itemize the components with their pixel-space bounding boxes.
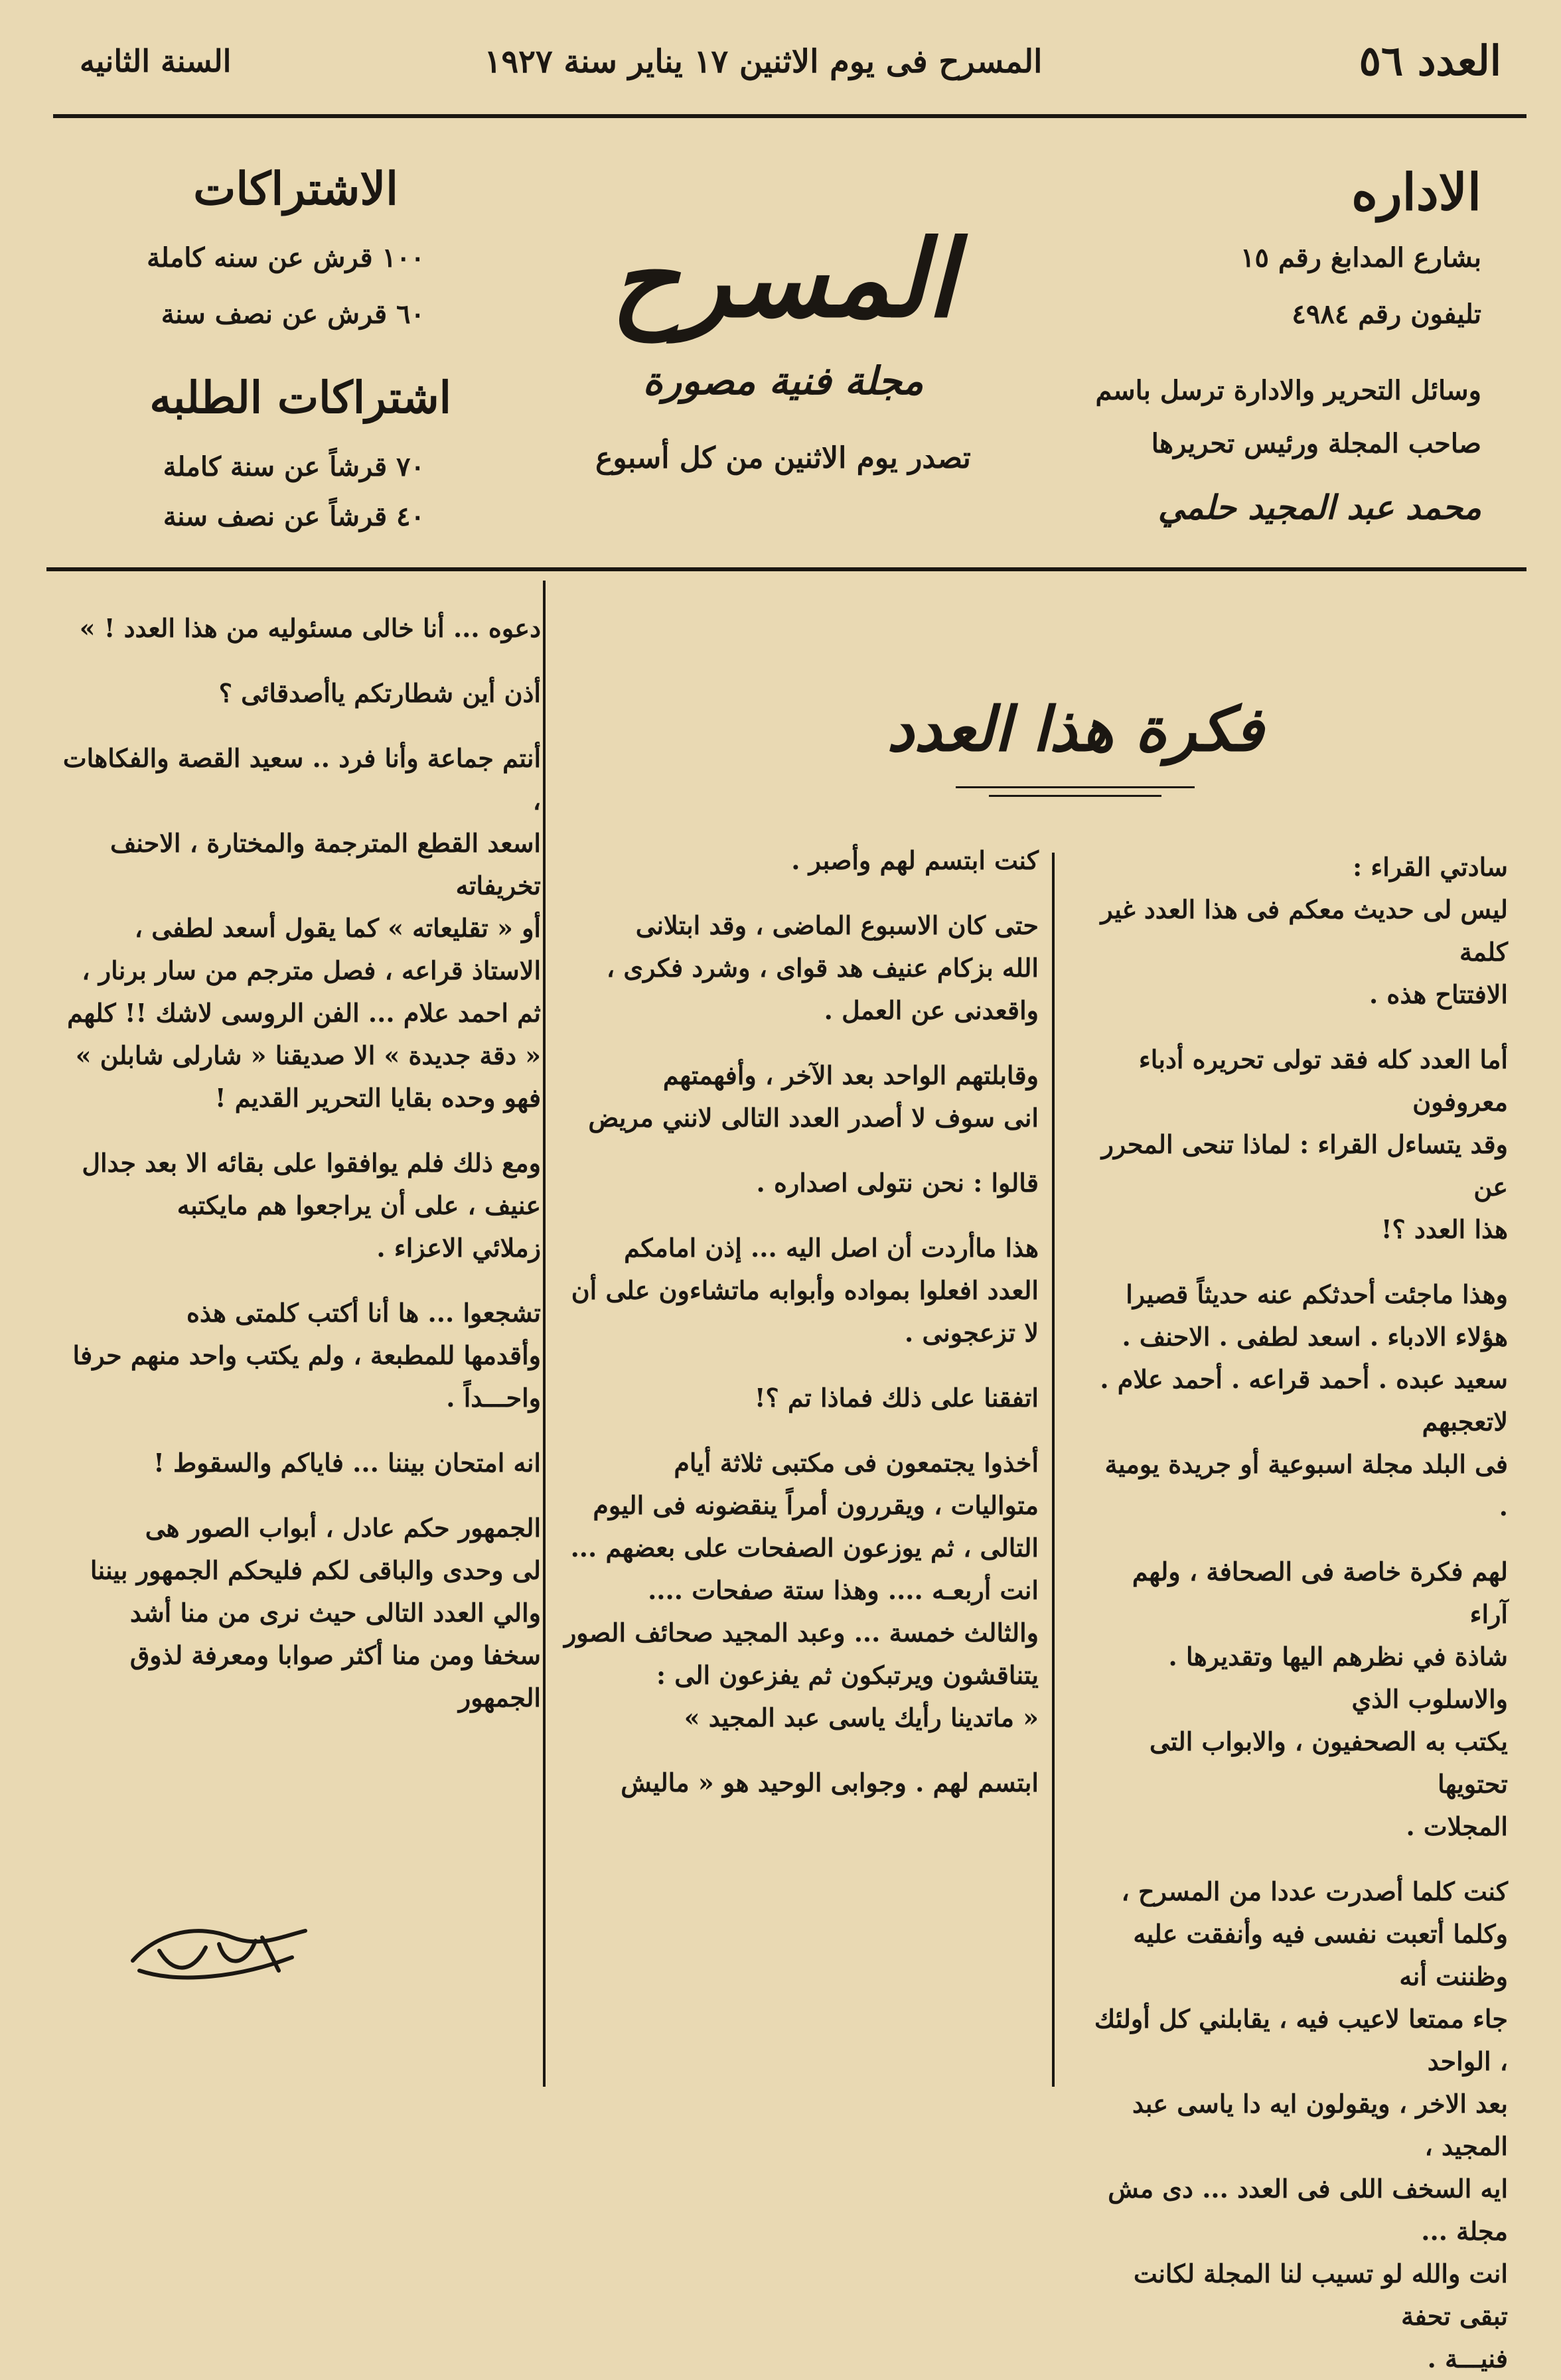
paragraph-line: انت والله لو تسيب لنا المجلة لكانت تبقى تحفة bbox=[1134, 2259, 1508, 2331]
article-column-middle bbox=[561, 839, 1039, 1804]
administration-title: الاداره bbox=[1351, 163, 1481, 222]
paragraph-line: التالى ، ثم يوزعون الصفحات على بعضهم ... bbox=[570, 1533, 1039, 1563]
magazine-title: المسرح bbox=[611, 216, 956, 341]
paragraph-line: ثم احمد علام ... الفن الروسى لاشك !! كلهم bbox=[67, 998, 541, 1028]
masthead-rule bbox=[46, 567, 1526, 571]
paragraph-line: دعوه ... أنا خالى مسئوليه من هذا العدد ! » bbox=[79, 613, 541, 643]
subscription-annual: ١٠٠ قرش عن سنه كاملة bbox=[147, 242, 425, 273]
paragraph-line: واقعدنى عن العمل . bbox=[824, 995, 1039, 1025]
paragraph-line: كنت ابتسم لهم وأصبر . bbox=[791, 845, 1039, 875]
paragraph-line: يتناقشون ويرتبكون ثم يفزعون الى : bbox=[656, 1660, 1039, 1690]
paragraph-line: قالوا : نحن نتولى اصداره . bbox=[756, 1168, 1039, 1198]
paragraph-line: واحـــداً . bbox=[446, 1383, 541, 1413]
administration-phone: تليفون رقم ٤٩٨٤ bbox=[1292, 299, 1481, 330]
paragraph-line: ومع ذلك فلم يوافقوا على بقائه الا بعد جدال bbox=[82, 1148, 541, 1178]
paragraph-line: انت أربعـه .... وهذا ستة صفحات .... bbox=[648, 1575, 1039, 1605]
publication-schedule: تصدر يوم الاثنين من كل أسبوع bbox=[595, 441, 971, 475]
paragraph-line: هذا العدد ؟! bbox=[1380, 1214, 1508, 1244]
paragraph-line: أما العدد كله فقد تولى تحريره أدباء معروفون bbox=[1138, 1044, 1508, 1117]
article-headline: فكرة هذا العدد bbox=[887, 693, 1264, 765]
paragraph-line: أخذوا يجتمعون فى مكتبى ثلاثة أيام bbox=[674, 1448, 1039, 1478]
paragraph-line: « ماتدينا رأيك ياسى عبد المجيد » bbox=[684, 1703, 1039, 1732]
publication-year: السنة الثانيه bbox=[80, 43, 232, 79]
header-rule bbox=[53, 114, 1526, 118]
paragraph-line: تشجعوا ... ها أنا أكتب كلمتى هذه bbox=[186, 1298, 541, 1328]
paragraph-line: أنتم جماعة وأنا فرد .. سعيد القصة والفكاهات ، bbox=[62, 743, 541, 815]
paragraph-line: والي العدد التالى حيث نرى من منا أشد bbox=[129, 1598, 541, 1628]
paragraph-line: كنت كلما أصدرت عددا من المسرح ، bbox=[1121, 1876, 1508, 1906]
paragraph-line: الجمهور حكم عادل ، أبواب الصور هى bbox=[145, 1513, 541, 1543]
administration-owner: صاحب المجلة ورئيس تحريرها bbox=[1151, 428, 1481, 459]
paragraph-line: اسعد القطع المترجمة والمختارة ، الاحنف تخريفاته bbox=[110, 828, 541, 900]
paragraph-line: وأقدمها للمطبعة ، ولم يكتب واحد منهم حرفا bbox=[72, 1340, 541, 1370]
headline-rule-1 bbox=[956, 786, 1195, 788]
paragraph-line: شاذة في نظرهم اليها وتقديرها . والاسلوب الذي bbox=[1168, 1642, 1508, 1714]
paragraph-line: سخفا ومن منا أكثر صوابا ومعرفة لذوق الجمهور bbox=[129, 1640, 541, 1713]
administration-address: بشارع المدابغ رقم ١٥ bbox=[1240, 242, 1481, 273]
paragraph-line: جاء ممتعا لاعيب فيه ، يقابلني كل أولئك ، الواحد bbox=[1094, 2004, 1508, 2076]
paragraph-line: اتفقنا على ذلك فماذا تم ؟! bbox=[754, 1383, 1039, 1413]
subscription-half: ٦٠ قرش عن نصف سنة bbox=[161, 299, 425, 330]
paragraph-line: وهذا ماجئت أحدثكم عنه حديثاً قصيرا bbox=[1126, 1279, 1508, 1309]
paragraph-line: أو « تقليعاته » كما يقول أسعد لطفى ، bbox=[134, 913, 541, 943]
paragraph-line: لا تزعجونى . bbox=[905, 1318, 1039, 1348]
handwritten-signature bbox=[119, 1911, 319, 1997]
paragraph-line: سادتي القراء : bbox=[1353, 852, 1508, 882]
editor-name: محمد عبد المجيد حلمي bbox=[1157, 488, 1481, 527]
paragraph-line: لى وحدى والباقى لكم فليحكم الجمهور بيننا bbox=[90, 1555, 541, 1585]
paragraph-line: يكتب به الصحفيون ، والابواب التى تحتويها bbox=[1150, 1726, 1508, 1799]
paragraph-line: وقد يتساءل القراء : لماذا تنحى المحرر عن bbox=[1101, 1129, 1508, 1202]
paragraph-line: انه امتحان بيننا ... فاياكم والسقوط ! bbox=[153, 1448, 541, 1478]
paragraph-line: ابتسم لهم . وجوابى الوحيد هو « ماليش bbox=[621, 1768, 1039, 1797]
paragraph-line: حتى كان الاسبوع الماضى ، وقد ابتلانى bbox=[635, 910, 1039, 940]
paragraph-line: لهم فكرة خاصة فى الصحافة ، ولهم آراء bbox=[1132, 1557, 1508, 1629]
students-subscription-annual: ٧٠ قرشاً عن سنة كاملة bbox=[163, 451, 425, 482]
paragraph-line: زملائي الاعزاء . bbox=[376, 1233, 541, 1263]
paragraph-line: الاستاذ قراعه ، فصل مترجم من سار برنار ، bbox=[82, 955, 541, 985]
paragraph-line: فهو وحده بقايا التحرير القديم ! bbox=[214, 1083, 541, 1113]
paragraph-line: فى البلد مجلة اسبوعية أو جريدة يومية . bbox=[1104, 1449, 1508, 1521]
column-divider-right bbox=[1052, 853, 1055, 2087]
paragraph-line: ليس لى حديث معكم فى هذا العدد غير كلمة bbox=[1100, 894, 1508, 967]
article-column-right bbox=[1093, 846, 1508, 2380]
students-subscription-half: ٤٠ قرشاً عن نصف سنة bbox=[163, 501, 425, 532]
paragraph-line: هؤلاء الادباء . اسعد لطفى . الاحنف . bbox=[1122, 1322, 1508, 1352]
paragraph-line: فنيـــة . bbox=[1427, 2344, 1508, 2373]
paragraph-line: الافتتاح هذه . bbox=[1369, 979, 1508, 1009]
students-subscriptions-title: اشتراكات الطلبه bbox=[149, 372, 451, 423]
issue-date: المسرح فى يوم الاثنين ١٧ يناير سنة ١٩٢٧ bbox=[484, 43, 1043, 80]
article-column-left bbox=[53, 607, 541, 1719]
administration-correspondence: وسائل التحرير والادارة ترسل باسم bbox=[1095, 375, 1481, 406]
paragraph-line: هذا ماأردت أن اصل اليه ... إذن امامكم bbox=[624, 1233, 1039, 1263]
paragraph-line: سعيد عبده . أحمد قراعه . أحمد علام . لاتعجبهم bbox=[1100, 1364, 1508, 1436]
paragraph-line: انى سوف لا أصدر العدد التالى لانني مريض bbox=[588, 1103, 1039, 1133]
paragraph-line: العدد افعلوا بمواده وأبوابه ماتشاءون على أن bbox=[571, 1275, 1039, 1305]
issue-number: العدد ٥٦ bbox=[1359, 36, 1501, 85]
paragraph-line: الله بزكام عنيف هد قواى ، وشرد فكرى ، bbox=[606, 953, 1039, 983]
paragraph-line: ايه السخف اللى فى العدد ... دى مش مجلة ... bbox=[1108, 2174, 1508, 2246]
paragraph-line: والثالث خمسة ... وعبد المجيد صحائف الصور bbox=[563, 1618, 1039, 1647]
paragraph-line: المجلات . bbox=[1406, 1811, 1508, 1841]
paragraph-line: « دقة جديدة » الا صديقنا « شارلى شابلن » bbox=[75, 1040, 541, 1070]
paragraph-line: بعد الاخر ، ويقولون ايه دا ياسى عبد المجيد ، bbox=[1132, 2089, 1508, 2161]
headline-rule-2 bbox=[989, 795, 1161, 797]
paragraph-line: متواليات ، ويقررون أمراً ينقضونه فى اليوم bbox=[593, 1490, 1039, 1520]
magazine-subtitle: مجلة فنية مصورة bbox=[642, 358, 924, 403]
paragraph-line: وكلما أتعبت نفسى فيه وأنفقت عليه وظننت أنه bbox=[1133, 1919, 1508, 1991]
column-divider-left bbox=[543, 581, 546, 2087]
paragraph-line: أذن أين شطارتكم ياأصدقائى ؟ bbox=[218, 678, 541, 708]
paragraph-line: عنيف ، على أن يراجعوا هم مايكتبه bbox=[177, 1190, 541, 1220]
paragraph-line: وقابلتهم الواحد بعد الآخر ، وأفهمتهم bbox=[662, 1060, 1039, 1090]
subscriptions-title: الاشتراكات bbox=[193, 163, 398, 216]
